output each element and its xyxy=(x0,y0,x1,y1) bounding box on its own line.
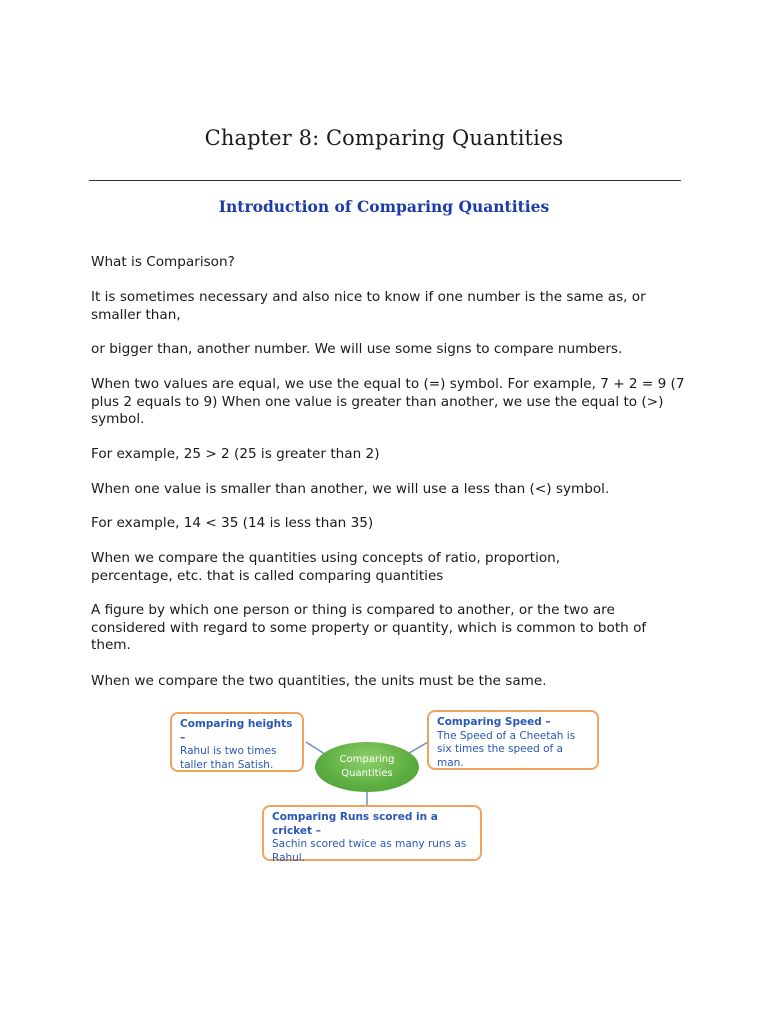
paragraph-greater-example: For example, 25 > 2 (25 is greater than 2) xyxy=(91,446,380,462)
center-node-comparing-quantities xyxy=(315,742,419,792)
paragraph-comparing-quantities: When we compare the quantities using concepts of ratio, proportion, percentage, etc. that is called comparing quantities xyxy=(91,550,561,584)
paragraph-less-example: For example, 14 < 35 (14 is less than 35) xyxy=(91,515,374,531)
box-comparing-speed xyxy=(427,710,599,770)
speed-heading: Comparing Speed – xyxy=(437,716,551,728)
title-divider xyxy=(89,180,681,181)
paragraph-units: When we compare the two quantities, the units must be the same. xyxy=(91,673,547,689)
paragraph-what-is-comparison: What is Comparison? xyxy=(91,254,235,270)
runs-text: Sachin scored twice as many runs as Rahul. xyxy=(272,838,467,864)
comparison-mind-map xyxy=(160,704,610,869)
center-node-label: Comparing Quantities xyxy=(339,754,395,779)
runs-heading: Comparing Runs scored in a cricket – xyxy=(272,811,438,837)
box-comparing-heights xyxy=(170,712,304,772)
section-heading: Introduction of Comparing Quantities xyxy=(218,197,550,216)
paragraph-figure-definition: A figure by which one person or thing is compared to another, or the two are considered with regard to some property or quantity, which is common to both of them. xyxy=(91,602,647,653)
box-comparing-runs xyxy=(262,805,482,864)
paragraph-intro: It is sometimes necessary and also nice to know if one number is the same as, or smaller than, xyxy=(91,289,646,323)
paragraph-less-than: When one value is smaller than another, we will use a less than (<) symbol. xyxy=(91,481,610,497)
page-title: Chapter 8: Comparing Quantities xyxy=(204,126,564,150)
speed-text: The Speed of a Cheetah is six times the speed of a man. xyxy=(437,729,576,769)
heights-heading: Comparing heights – xyxy=(180,718,293,744)
heights-text: Rahul is two times taller than Satish. xyxy=(180,745,277,771)
paragraph-signs: or bigger than, another number. We will use some signs to compare numbers. xyxy=(91,341,623,357)
paragraph-equal-greater: When two values are equal, we use the equal to (=) symbol. For example, 7 + 2 = 9 (7 plus 2 equals to 9) When one value is greater than another, we use the equal to (>) symbol. xyxy=(91,376,685,427)
